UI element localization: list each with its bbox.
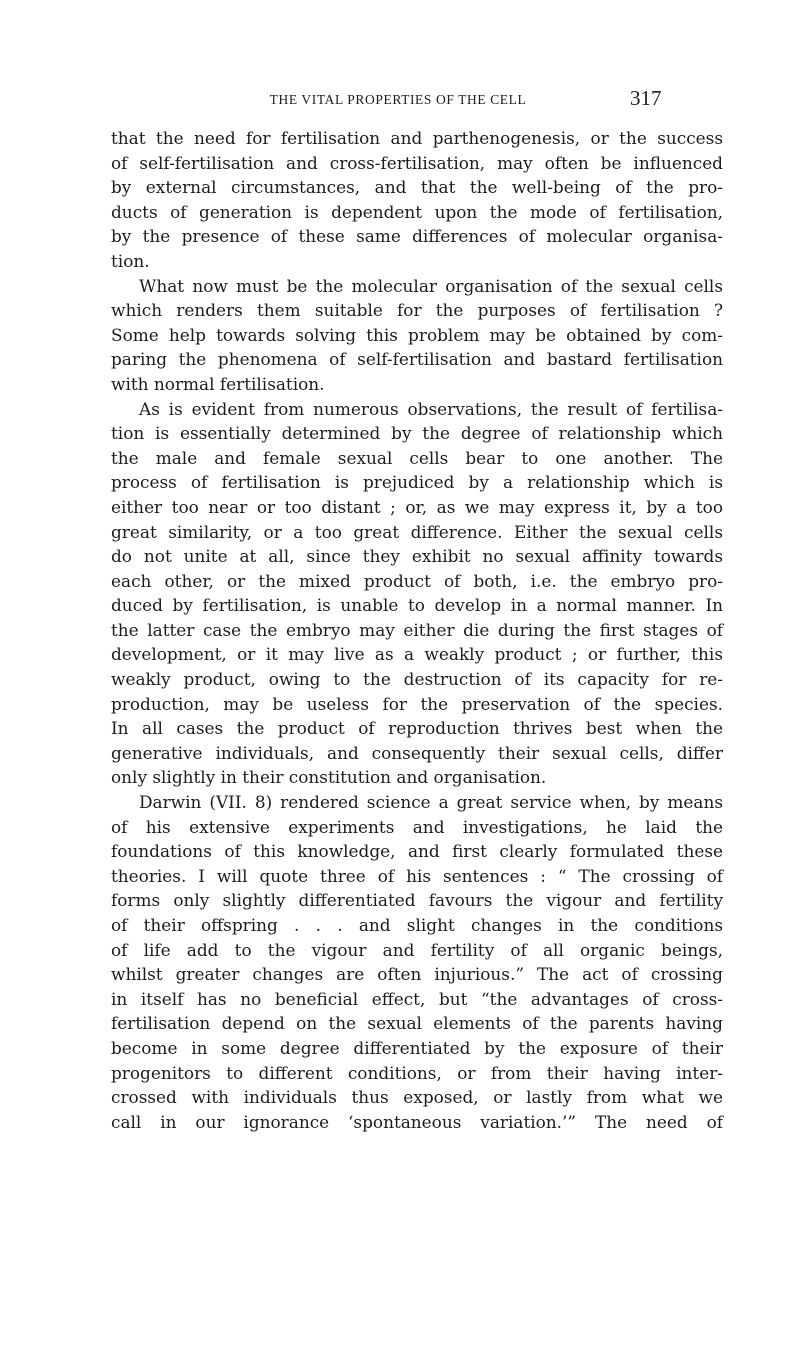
text-line: In all cases the product of reproduction thrives best when the [111, 718, 723, 739]
text-line: of life add to the vigour and fertility of all organic beings, [111, 939, 723, 960]
text-line: of their offspring . . . and slight changes in the conditions [111, 915, 723, 935]
text-line: Darwin (VII. 8) rendered science a great service when, by means [139, 792, 723, 813]
text-line: forms only slightly differentiated favours the vigour and fertility [111, 890, 723, 911]
text-line: weakly product, owing to the destruction of its capacity for re- [111, 669, 723, 690]
text-line: Some help towards solving this problem may be obtained by com- [111, 324, 723, 345]
text-line: of his extensive experiments and investigations, he laid the [111, 816, 723, 837]
text-line: duced by fertilisation, is unable to develop in a normal manner. In [111, 595, 723, 616]
text-line: the male and female sexual cells bear to one another. The [111, 447, 723, 468]
text-line: call in our ignorance ‘spontaneous variation.’” The need of [111, 1111, 723, 1132]
text-line: development, or it may live as a weakly product ; or further, this [111, 644, 723, 665]
text-line: As is evident from numerous observations, the result of fertilisa- [139, 398, 723, 419]
text-line: that the need for fertilisation and parthenogenesis, or the success [111, 128, 723, 148]
text-line: process of fertilisation is prejudiced by a relationship which is [111, 472, 723, 493]
text-line: paring the phenomena of self-fertilisation and bastard fertilisation [111, 349, 723, 370]
text-line: crossed with individuals thus exposed, or lastly from what we [111, 1087, 723, 1108]
text-line: great similarity, or a too great difference. Either the sexual cells [111, 521, 723, 542]
text-line: which renders them suitable for the purposes of fertilisation ? [111, 300, 723, 321]
text-line: theories. I will quote three of his sentences : “ The crossing of [111, 865, 723, 886]
text-line: tion. [111, 250, 150, 271]
text-line: by external circumstances, and that the well-being of the pro- [111, 177, 723, 198]
text-line: in itself has no beneficial effect, but “the advantages of cross- [111, 988, 723, 1009]
text-line: fertilisation depend on the sexual elements of the parents having [111, 1013, 723, 1034]
text-line: each other, or the mixed product of both, i.e. the embryo pro- [111, 570, 723, 591]
running-head [0, 86, 800, 110]
text-line: only slightly in their constitution and organisation. [111, 767, 547, 788]
text-line: by the presence of these same differences of molecular organisa- [111, 226, 723, 247]
text-line: with normal fertilisation. [111, 373, 325, 394]
text-line: What now must be the molecular organisation of the sexual cells [139, 275, 723, 296]
text-line: the latter case the embryo may either die during the first stages of [111, 619, 723, 640]
text-line: whilst greater changes are often injurious.” The act of crossing [111, 964, 723, 985]
text-line: tion is essentially determined by the degree of relationship which [111, 423, 723, 444]
text-line: production, may be useless for the preservation of the species. [111, 693, 723, 714]
text-line: generative individuals, and consequently their sexual cells, differ [111, 742, 723, 763]
text-line: progenitors to different conditions, or from their having inter- [111, 1062, 723, 1083]
text-line: ducts of generation is dependent upon the mode of fertilisation, [111, 201, 723, 222]
text-line: of self-fertilisation and cross-fertilisation, may often be influenced [111, 152, 723, 173]
page-number: 317 [630, 86, 662, 110]
text-line: become in some degree differentiated by the exposure of their [111, 1037, 723, 1058]
text-line: either too near or too distant ; or, as we may express it, by a too [111, 496, 723, 517]
running-title: THE VITAL PROPERTIES OF THE CELL [269, 92, 527, 107]
body-text [111, 126, 723, 1134]
text-line: do not unite at all, since they exhibit no sexual affinity towards [111, 546, 723, 567]
text-line: foundations of this knowledge, and first clearly formulated these [111, 841, 723, 862]
